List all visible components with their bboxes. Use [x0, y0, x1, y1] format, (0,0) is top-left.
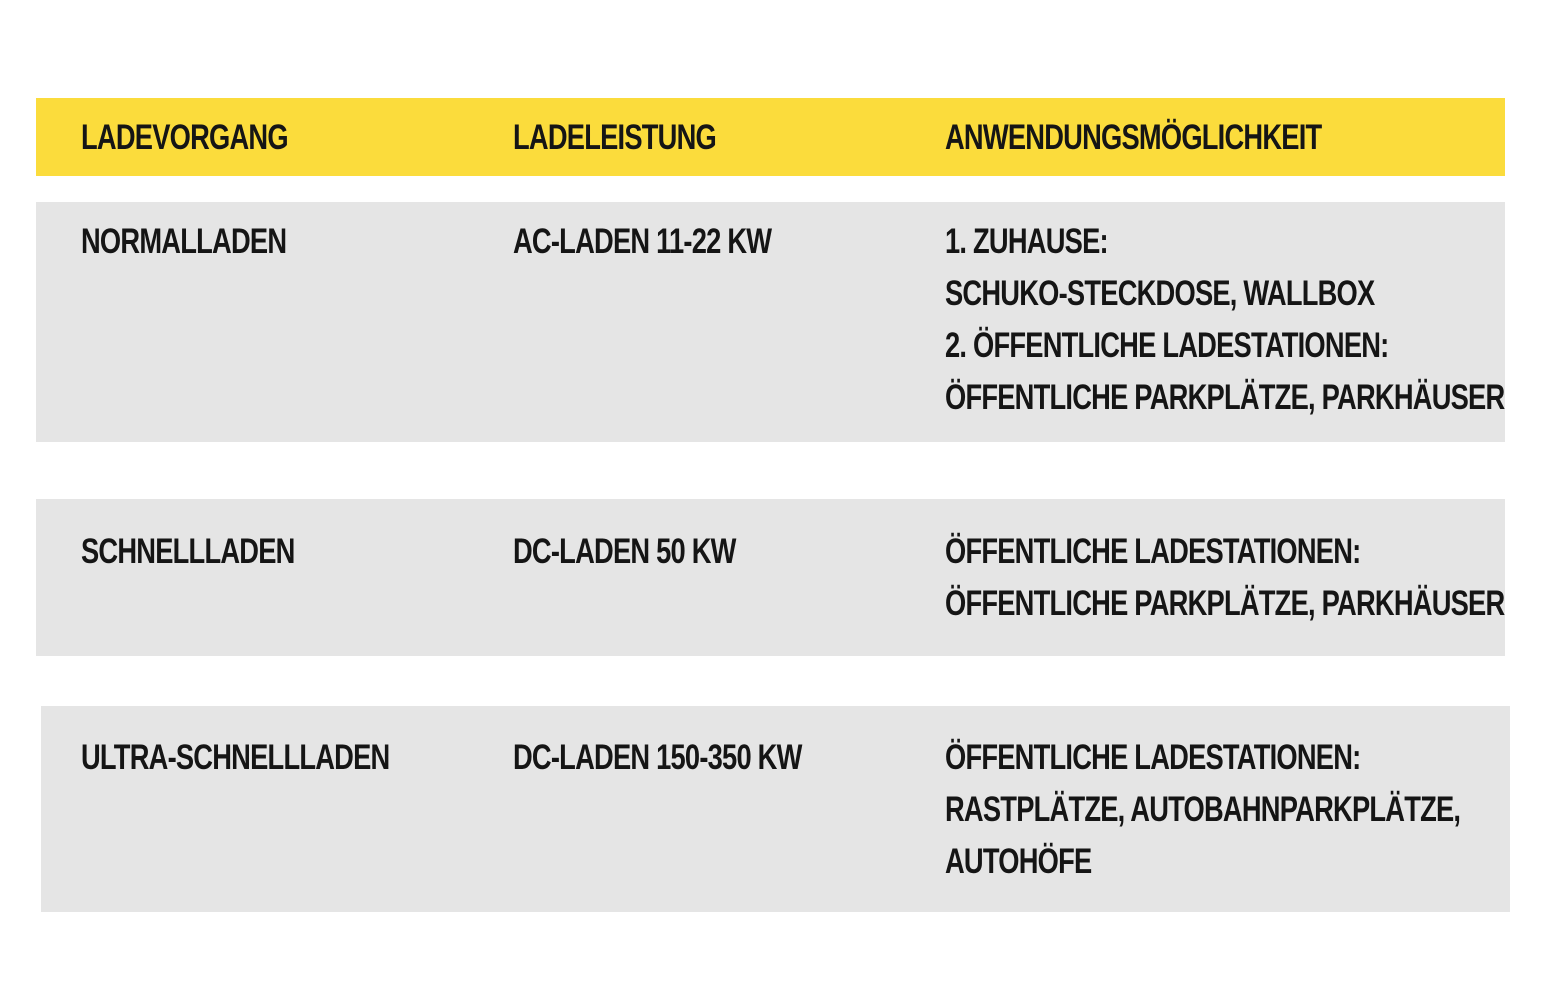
anwendung-line: SCHUKO-STECKDOSE, WALLBOX: [945, 274, 1375, 313]
row-normalladen-anwendung: [945, 216, 1504, 424]
header-ladeleistung: LADELEISTUNG: [513, 118, 716, 157]
anwendung-line: 2. ÖFFENTLICHE LADESTATIONEN:: [945, 326, 1389, 365]
row-ultra-schnellladen-ladeleistung: DC-LADEN 150-350 KW: [513, 738, 802, 777]
anwendung-line: 1. ZUHAUSE:: [945, 222, 1108, 261]
row-schnellladen-ladeleistung: DC-LADEN 50 KW: [513, 532, 736, 571]
row-ultra-schnellladen-ladevorgang: ULTRA-SCHNELLLADEN: [81, 738, 390, 777]
anwendung-line: RASTPLÄTZE, AUTOBAHNPARKPLÄTZE,: [945, 790, 1461, 829]
row-ultra-schnellladen-anwendung: [945, 732, 1460, 888]
header-anwendungsmoeglichkeit: ANWENDUNGSMÖGLICHKEIT: [945, 118, 1322, 157]
row-schnellladen-anwendung: [945, 526, 1504, 630]
anwendung-line: AUTOHÖFE: [945, 842, 1092, 881]
anwendung-line: ÖFFENTLICHE LADESTATIONEN:: [945, 738, 1361, 777]
row-normalladen-ladevorgang: NORMALLADEN: [81, 222, 287, 261]
anwendung-line: ÖFFENTLICHE PARKPLÄTZE, PARKHÄUSER: [945, 378, 1505, 417]
row-schnellladen-ladevorgang: SCHNELLLADEN: [81, 532, 295, 571]
anwendung-line: ÖFFENTLICHE PARKPLÄTZE, PARKHÄUSER: [945, 584, 1505, 623]
header-ladevorgang: LADEVORGANG: [81, 118, 288, 157]
row-normalladen-ladeleistung: AC-LADEN 11-22 KW: [513, 222, 772, 261]
anwendung-line: ÖFFENTLICHE LADESTATIONEN:: [945, 532, 1361, 571]
